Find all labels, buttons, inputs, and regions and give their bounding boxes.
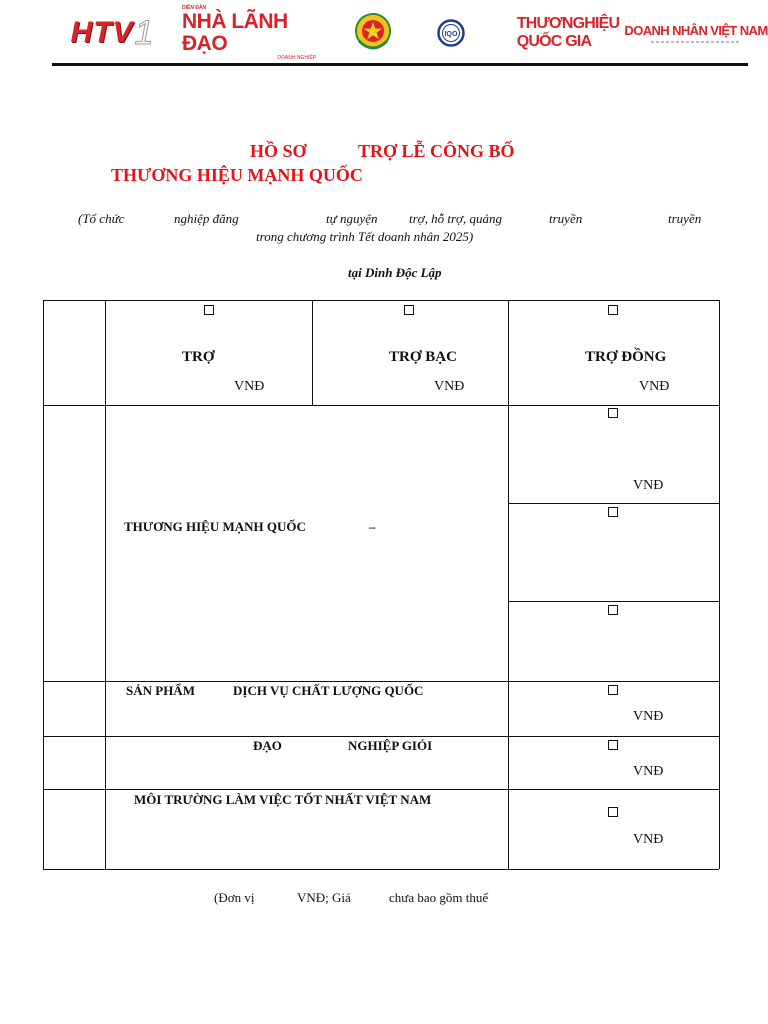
venue-line: tại Dinh Độc Lập bbox=[348, 265, 442, 280]
iqo-logo bbox=[436, 10, 466, 56]
intro-part-1: (Tổ chức bbox=[78, 211, 125, 226]
product-row-amount-unit: VNĐ bbox=[633, 709, 664, 724]
tier-2-label: TRỢ BẠC bbox=[389, 349, 457, 365]
footnote-part-c: chưa bao gồm thuế bbox=[389, 890, 489, 905]
doanh-nhan-viet-nam-logo-underline bbox=[651, 41, 741, 43]
title-line1-part-b: TRỢ LỄ CÔNG BỐ bbox=[358, 141, 515, 161]
emblem-star-logo bbox=[352, 10, 394, 56]
leader-row-label-a: ĐẠO bbox=[253, 738, 282, 753]
intro-line2: trong chương trình Tết doanh nhân 2025) bbox=[256, 229, 474, 244]
table-column-divider bbox=[105, 300, 106, 869]
intro-part-6: truyền bbox=[668, 211, 702, 226]
nha-lanh-dao-logo-top: DIỄN ĐÀN bbox=[182, 5, 207, 11]
brand-option-1-amount-unit: VNĐ bbox=[633, 478, 664, 493]
doanh-nhan-viet-nam-logo bbox=[624, 10, 768, 56]
workplace-row-checkbox[interactable] bbox=[608, 807, 618, 817]
intro-part-5: truyền bbox=[549, 211, 583, 226]
table-border-top bbox=[43, 300, 719, 301]
leader-row-amount-unit: VNĐ bbox=[633, 764, 664, 779]
product-row-label-b: DỊCH VỤ CHẤT LƯỢNG QUỐC bbox=[233, 683, 424, 698]
title-line2: THƯƠNG HIỆU MẠNH QUỐC bbox=[111, 165, 363, 185]
brand-row-label: THƯƠNG HIỆU MẠNH QUỐC bbox=[124, 519, 306, 534]
table-row-divider bbox=[43, 681, 719, 682]
table-border-left bbox=[43, 300, 44, 869]
workplace-row-label: MÔI TRƯỜNG LÀM VIỆC TỐT NHẤT VIỆT NAM bbox=[134, 792, 432, 807]
htv1-logo bbox=[62, 10, 162, 56]
tier-1-label: TRỢ bbox=[182, 349, 215, 365]
intro-part-2: nghiệp đăng bbox=[174, 211, 239, 226]
table-column-divider bbox=[312, 300, 313, 405]
brand-option-2-checkbox[interactable] bbox=[608, 507, 618, 517]
brand-option-3-checkbox[interactable] bbox=[608, 605, 618, 615]
table-row-divider bbox=[43, 405, 719, 406]
table-row-divider bbox=[43, 736, 719, 737]
footnote-part-b: VNĐ; Giá bbox=[297, 890, 351, 905]
iqo-emblem-icon bbox=[437, 19, 465, 47]
nha-lanh-dao-logo-main: NHÀ LÃNH ĐẠO bbox=[182, 10, 288, 55]
nha-lanh-dao-logo bbox=[182, 5, 316, 61]
table-border-bottom bbox=[43, 869, 719, 870]
tier-3-checkbox[interactable] bbox=[608, 305, 618, 315]
doanh-nhan-viet-nam-logo-text: DOANH NHÂN VIỆT NAM bbox=[624, 23, 768, 38]
thuong-hieu-quoc-gia-logo bbox=[518, 10, 618, 56]
product-row-checkbox[interactable] bbox=[608, 685, 618, 695]
intro-part-4: trợ, hỗ trợ, quảng bbox=[409, 211, 502, 226]
product-row-label-a: SẢN PHẨM bbox=[126, 683, 195, 698]
iqo-logo-text: IQO bbox=[444, 31, 458, 38]
table-cell-divider bbox=[508, 503, 719, 504]
htv-logo-word: HTV bbox=[70, 16, 134, 49]
tier-2-checkbox[interactable] bbox=[404, 305, 414, 315]
table-column-divider bbox=[508, 300, 509, 869]
footnote-part-a: (Đơn vị bbox=[214, 890, 255, 905]
header-divider bbox=[52, 63, 748, 66]
leader-row-label-b: NGHIỆP GIỎI bbox=[348, 738, 433, 753]
htv-logo-number: 1 bbox=[134, 13, 154, 52]
intro-part-3: tự nguyện bbox=[326, 211, 378, 226]
table-border-right bbox=[719, 300, 720, 869]
title-line1-part-a: HỒ SƠ bbox=[250, 141, 307, 161]
brand-option-1-checkbox[interactable] bbox=[608, 408, 618, 418]
table-row-divider bbox=[43, 789, 719, 790]
table-cell-divider bbox=[508, 601, 719, 602]
tier-1-amount-unit: VNĐ bbox=[234, 379, 265, 394]
tier-2-amount-unit: VNĐ bbox=[434, 379, 465, 394]
thuong-hieu-quoc-gia-logo-text: THƯƠNGHIỆU QUỐC GIA bbox=[516, 15, 620, 50]
tier-1-checkbox[interactable] bbox=[204, 305, 214, 315]
workplace-row-amount-unit: VNĐ bbox=[633, 832, 664, 847]
star-emblem-icon bbox=[353, 11, 393, 55]
leader-row-checkbox[interactable] bbox=[608, 740, 618, 750]
nha-lanh-dao-logo-sub: DOANH NGHIỆP bbox=[277, 55, 316, 61]
tier-3-amount-unit: VNĐ bbox=[639, 379, 670, 394]
tier-3-label: TRỢ ĐỒNG bbox=[585, 349, 667, 365]
brand-row-dash: – bbox=[369, 519, 376, 534]
